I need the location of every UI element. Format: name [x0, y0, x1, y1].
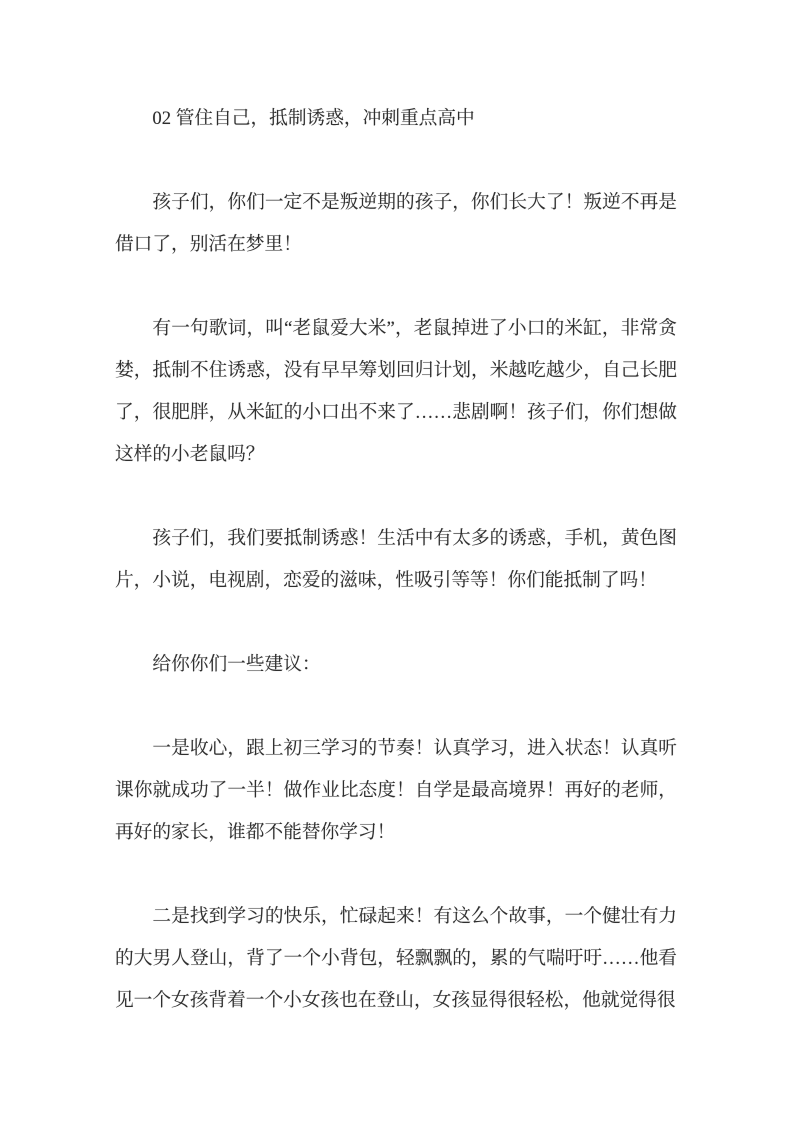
paragraph: 给你你们一些建议：: [152, 654, 321, 675]
paragraph: 一是收心，跟上初三学习的节奏！认真学习，进入状态！认真听课你就成功了一半！做作业比态度！自学是最高境界！再好的老师，再好的家长，谁都不能替你学习！: [115, 738, 677, 843]
paragraph: 孩子们，我们要抵制诱惑！生活中有太多的诱惑，手机，黄色图片，小说，电视剧，恋爱的滋味，性吸引等等！你们能抵制了吗！: [115, 528, 677, 591]
paragraph: 二是找到学习的快乐，忙碌起来！有这么个故事，一个健壮有力的大男人登山，背了一个小背包，轻飘飘的，累的气喘吁吁……他看见一个女孩背着一个小女孩也在登山，女孩显得很轻松，他就觉得很: [115, 906, 677, 1011]
section-heading: 02 管住自己，抵制诱惑，冲刺重点高中: [152, 108, 475, 129]
paragraph: 孩子们，你们一定不是叛逆期的孩子，你们长大了！叛逆不再是借口了，别活在梦里！: [115, 192, 677, 255]
paragraph: 有一句歌词，叫“老鼠爱大米”，老鼠掉进了小口的米缸，非常贪婪，抵制不住诱惑，没有早早筹划回归计划，米越吃越少，自己长肥了，很肥胖，从米缸的小口出不来了……悲剧啊！孩子们，你们想做这样的小老鼠吗？: [115, 318, 677, 465]
